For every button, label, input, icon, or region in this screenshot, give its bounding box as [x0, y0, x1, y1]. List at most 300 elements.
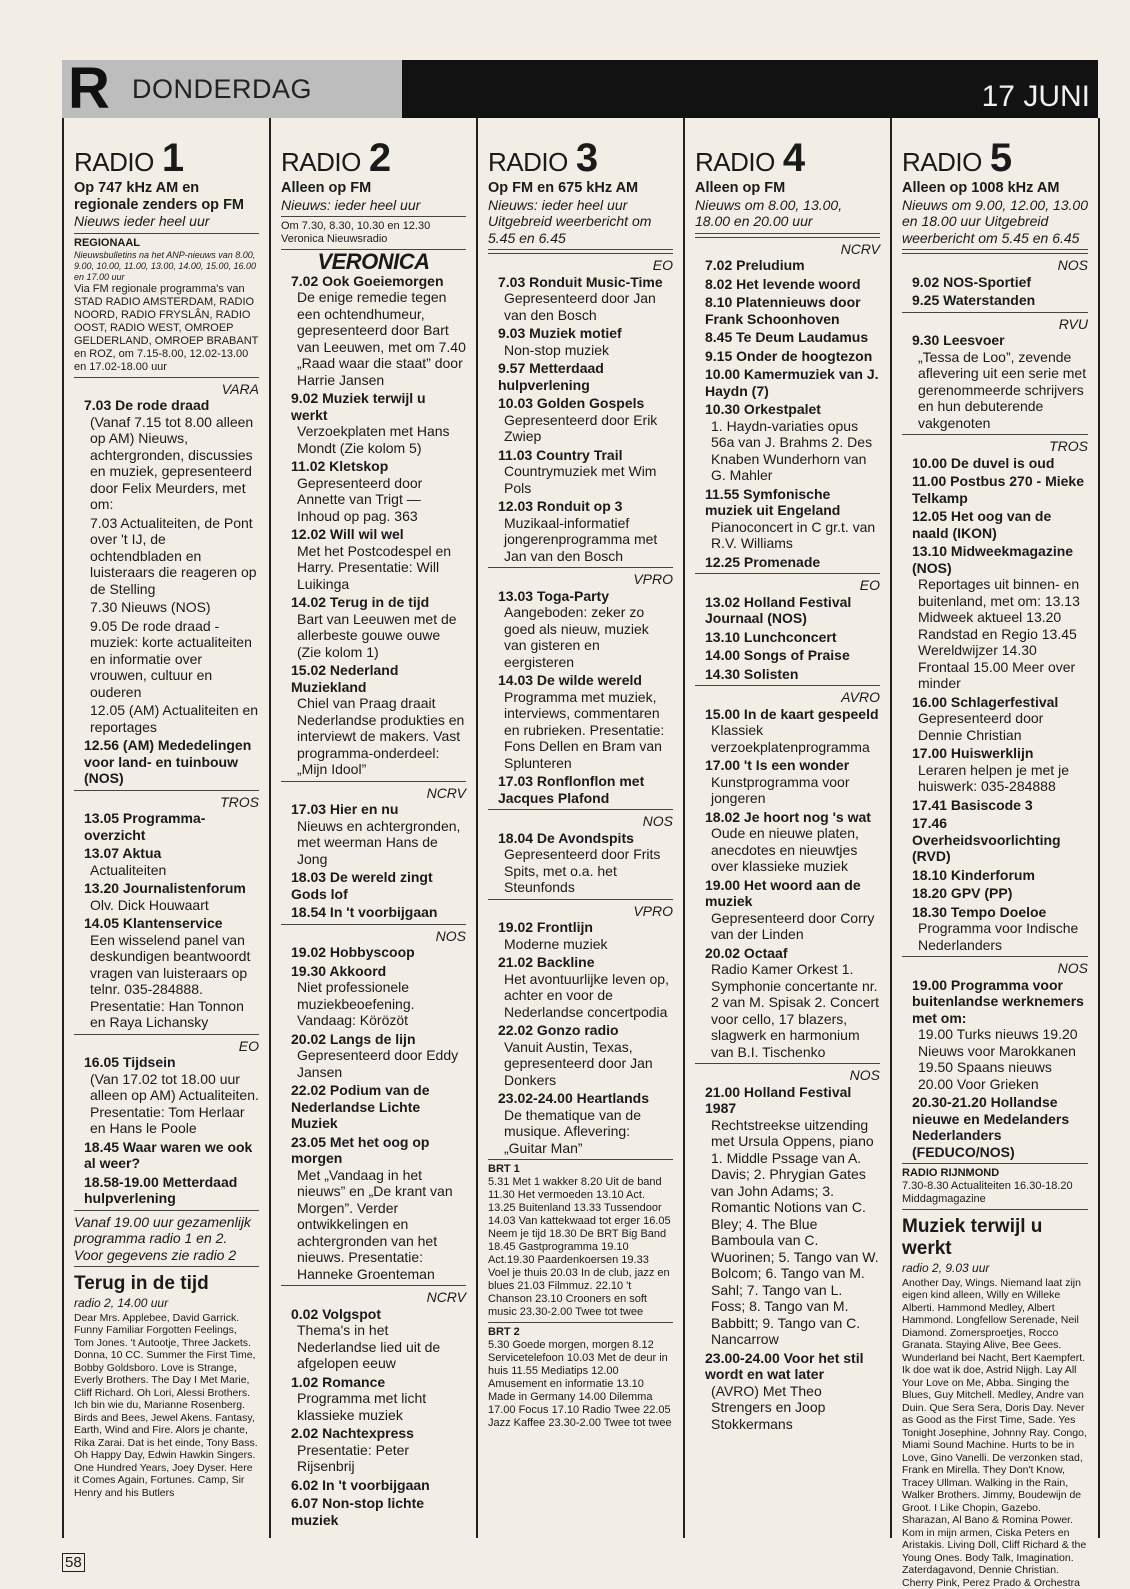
program-title: 6.02 In 't voorbijgaan [281, 1477, 466, 1494]
program-description: Gepresenteerd door Eddy Jansen [281, 1047, 466, 1080]
station-title [695, 136, 880, 180]
regional-times: Nieuwsbulletins na het ANP-nieuws van 8.00, 9.00, 10.00, 11.00, 13.00, 14.00, 15.00, 16.00 en 17.00 uur [74, 250, 259, 283]
divider [74, 790, 259, 791]
program-item [695, 945, 880, 1061]
program-description: (Van 17.02 tot 18.00 uur alleen op AM) Actualiteiten. Presentatie: Tom Herlaar en Hans le Poole [74, 1071, 259, 1137]
column-radio-3 [478, 118, 685, 1538]
program-title: 13.03 Toga-Party [488, 588, 673, 605]
playlist-title: Terug in de tijd [74, 1273, 259, 1295]
veronica-logo: VERONICA [281, 254, 466, 271]
playlist-subtitle: radio 2, 9.03 uur [902, 1260, 1088, 1277]
column-radio-2 [271, 118, 478, 1538]
program-description: Een wisselend panel van deskundigen beantwoordt vragen van luisteraars op telnr. 035-284888. Presentatie: Han Tonnon en Raya Lichansky [74, 932, 259, 1031]
program-title: 19.02 Frontlijn [488, 919, 673, 936]
program-item [902, 543, 1088, 692]
program-description: Gepresenteerd door Jan van den Bosch [488, 290, 673, 323]
divider [488, 249, 673, 250]
station-title [488, 136, 673, 180]
program-item [74, 618, 259, 701]
program-item [74, 845, 259, 878]
program-item [488, 274, 673, 324]
program-item [281, 1306, 466, 1372]
program-description: De thematique van de musique. Aflevering: „Guitar Man” [488, 1107, 673, 1157]
program-item [281, 594, 466, 660]
program-description: Leraren helpen je met je huiswerk: 035-284888 [902, 762, 1088, 795]
program-item [281, 1134, 466, 1283]
program-title: 22.02 Gonzo radio [488, 1022, 673, 1039]
program-title: 13.07 Aktua [74, 845, 259, 862]
program-title: 8.10 Platennieuws door Frank Schoonhoven [695, 294, 880, 327]
program-item [695, 666, 880, 683]
program-title: 23.05 Met het oog op morgen [281, 1134, 466, 1167]
program-title: 18.10 Kinderforum [902, 867, 1088, 884]
program-title: 14.30 Solisten [695, 666, 880, 683]
program-title: 9.30 Leesvoer [902, 332, 1088, 349]
program-item [695, 1350, 880, 1433]
program-title: 18.30 Tempo Doeloe [902, 904, 1088, 921]
program-item [281, 662, 466, 778]
program-item [488, 447, 673, 497]
program-item [488, 954, 673, 1020]
header-left-band [62, 60, 402, 118]
program-title: 12.02 Will wil wel [281, 526, 466, 543]
program-title: 18.54 In 't voorbijgaan [281, 904, 466, 921]
divider [695, 237, 880, 238]
program-item [281, 526, 466, 592]
program-item [74, 599, 259, 616]
program-description: Reportages uit binnen- en buitenland, met om: 13.13 Midweek aktueel 13.20 Randstad en Regio 13.45 Wereldwijzer 14.30 Frontaal 15.00 Meer over minder [902, 576, 1088, 692]
broadcaster-label: RVU [902, 316, 1088, 333]
program-item [488, 919, 673, 952]
program-item [902, 815, 1088, 865]
schedule-grid [62, 118, 1100, 1538]
program-title: 19.30 Akkoord [281, 963, 466, 980]
program-description: Nieuws en achtergronden, met weerman Hans de Jong [281, 818, 466, 868]
program-title: 15.00 In de kaart gespeeld [695, 706, 880, 723]
station-name: RADIO [695, 147, 775, 177]
program-description: Countrymuziek met Wim Pols [488, 463, 673, 496]
program-title: 18.02 Je hoort nog 's wat [695, 809, 880, 826]
program-title: 20.30-21.20 Hollandse nieuwe en Medelanders Nederlanders (FEDUCO/NOS) [902, 1094, 1088, 1160]
divider [488, 809, 673, 810]
program-description: 19.00 Turks nieuws 19.20 Nieuws voor Marokkanen 19.50 Spaans nieuws 20.00 Voor Grieken [902, 1026, 1088, 1092]
divider [695, 573, 880, 574]
broadcaster-label: NOS [488, 813, 673, 830]
program-item [488, 1022, 673, 1088]
page-header [62, 60, 1098, 118]
program-title: 8.02 Het levende woord [695, 276, 880, 293]
guide-page [62, 60, 1098, 1550]
program-item [74, 1139, 259, 1172]
program-item [281, 1477, 466, 1494]
news-schedule: Nieuws om 8.00, 13.00, 18.00 en 20.00 uur [695, 197, 880, 230]
program-item [695, 877, 880, 943]
program-item [902, 885, 1088, 902]
program-description: Thema's in het Nederlandse lied uit de afgelopen eeuw [281, 1322, 466, 1372]
program-description: Vanuit Austin, Texas, gepresenteerd door Jan Donkers [488, 1039, 673, 1089]
brt1-schedule: 5.31 Met 1 wakker 8.20 Uit de band 11.30 Het vermoeden 13.10 Act. 13.25 Buitenland 13.33 Tussendoor 14.03 Van kattekwaad tot erger 16.05 Neem je tijd 18.30 De BRT Big Band 18.45 Gastprogramma 19.10 Act.19.30 Paardenkoersen 19.33 Voel je thuis 20.03 In de club, jazz en blues 21.03 Filmmuz. 22.10 't Chanson 23.10 Crooners en soft music 23.30-2.00 Twee tot twee [488, 1176, 673, 1319]
divider [281, 924, 466, 925]
broadcaster-label: EO [695, 577, 880, 594]
program-description: Klassiek verzoekplatenprogramma [695, 722, 880, 755]
program-item [74, 1174, 259, 1207]
broadcaster-label: NOS [281, 928, 466, 945]
program-item [74, 702, 259, 735]
program-title: 10.30 Orkestpalet [695, 401, 880, 418]
broadcaster-label: VPRO [488, 571, 673, 588]
program-title: 20.02 Langs de lijn [281, 1031, 466, 1048]
news-schedule: Nieuws om 9.00, 12.00, 13.00 en 18.00 uur Uitgebreid weerbericht om 5.45 en 6.45 [902, 197, 1088, 247]
program-title: 13.02 Holland Festival Journaal (NOS) [695, 594, 880, 627]
program-item [695, 401, 880, 484]
program-title: 12.03 Ronduit op 3 [488, 498, 673, 515]
program-title: 19.00 Programma voor buitenlandse werknemers met om: [902, 977, 1088, 1027]
playlist-body: Dear Mrs. Applebee, David Garrick. Funny Familiar Forgotten Feelings, Tom Jones. 't Autootje, Three Jackets. Donna, 10 CC. Summer the First Time, Bobby Goldsboro. Love is Strange, Everly Brothers. The Day I Met Marie, Cliff Richard. Oh Lori, Alessi Brothers. Ich bin wie du, Marianne Rosenberg. Birds and Bees, Jewel Akens. Fantasy, Earth, Wind and Fire. Alors je chante, Rika Zarai. Dat is het einde, Tony Bass. Oh Happy Day, Edwin Hawkin Singers. One Hundred Years, Joey Dyser. Here it Comes Again, Fortunes. Camp, Sir Henry and his Butlers [74, 1312, 259, 1500]
program-title: 19.00 Het woord aan de muziek [695, 877, 880, 910]
program-title: 21.00 Holland Festival 1987 [695, 1084, 880, 1117]
program-description: 9.05 De rode draad - muziek: korte actualiteiten en informatie over vrouwen, cultuur en ouderen [74, 618, 259, 701]
program-description: Programma met muziek, interviews, commentaren en rubrieken. Presentatie: Fons Dellen en Bram van Splunteren [488, 689, 673, 772]
station-name: RADIO [74, 147, 154, 177]
program-title: 19.02 Hobbyscoop [281, 944, 466, 961]
program-item [695, 757, 880, 807]
program-description: Radio Kamer Orkest 1. Symphonie concertante nr. 2 van M. Spisak 2. Concert voor cello, 17 blazers, slagwerk en harmonium van B.I. Tischenko [695, 961, 880, 1060]
program-item [74, 880, 259, 913]
program-title: 18.20 GPV (PP) [902, 885, 1088, 902]
broadcaster-label: EO [488, 257, 673, 274]
extra-info: Om 7.30, 8.30, 10.30 en 12.30 Veronica Nieuwsradio [281, 220, 466, 246]
station-number: 1 [162, 136, 184, 180]
program-title: 13.05 Programma-overzicht [74, 810, 259, 843]
program-item [695, 257, 880, 274]
program-description: Niet professionele muziekbeoefening. Vandaag: Körözöt [281, 979, 466, 1029]
page-number: 58 [62, 1553, 85, 1572]
program-description: Pianoconcert in C gr.t. van R.V. Williams [695, 519, 880, 552]
divider [902, 1163, 1088, 1164]
station-number: 2 [369, 136, 391, 180]
station-number: 3 [576, 136, 598, 180]
rijnmond-title: RADIO RIJNMOND [902, 1167, 1088, 1180]
broadcaster-label: NCRV [281, 1289, 466, 1306]
program-item [281, 904, 466, 921]
program-item [281, 458, 466, 524]
program-item [695, 294, 880, 327]
brt2-title: BRT 2 [488, 1326, 673, 1339]
program-title: 6.07 Non-stop lichte muziek [281, 1495, 466, 1528]
playlist-body: Another Day, Wings. Niemand laat zijn eigen kind alleen, Willy en Willeke Alberti. Hammond Medley, Albert Hammond. Longfellow Serenade, Neil Diamond. Zomersproetjes, Rocco Granata. Staying Alive, Bee Gees. Wunderland bei Nacht, Bert Kaempfert. Ik doe wat ik doe, Astrid Nijgh. Lay All Your Love on Me, Abba. Singing the Blues, Guy Mitchell. Medley, Andre van Duin. Que Sera Sera, Doris Day. Never as Good as the First Time, Sade. Yes Tonight Josephine, Johnny Ray. Congo, Miami Sound Machine. Hurts to be in Love, Gino Vanelli. De verzonken stad, Frank en Mirella. They Don't Know, Tracey Ullman. Walking in the Rain, Walker Brothers. Jimmy, Boudewijn de Groot. I Like Chopin, Gazebo. Sharazan, Al Bano & Romina Power. Kom in mijn armen, Ciska Peters en Aristakis. Living Doll, Cliff Richard & the Young Ones. Body Talk, Imagination. Zaterdagavond, Dennie Christian. Cherry Pink, Perez Prado & Orchestra [902, 1277, 1088, 1589]
program-description: Gepresenteerd door Erik Zwiep [488, 412, 673, 445]
program-title: 9.02 NOS-Sportief [902, 274, 1088, 291]
divider [902, 1209, 1088, 1210]
program-item [902, 292, 1088, 309]
divider [902, 956, 1088, 957]
program-item [902, 455, 1088, 472]
program-description: (AVRO) Met Theo Strengers en Joop Stokkermans [695, 1383, 880, 1433]
closing-note: Vanaf 19.00 uur gezamenlijk programma radio 1 en 2. Voor gegevens zie radio 2 [74, 1214, 259, 1264]
program-title: 18.04 De Avondspits [488, 830, 673, 847]
broadcaster-label: VARA [74, 381, 259, 398]
divider [488, 1159, 673, 1160]
divider [281, 1285, 466, 1286]
program-title: 14.03 De wilde wereld [488, 672, 673, 689]
program-item [74, 915, 259, 1031]
program-item [281, 801, 466, 867]
program-title: 14.00 Songs of Praise [695, 647, 880, 664]
station-frequency: Alleen op FM [695, 180, 880, 197]
program-title: 11.00 Postbus 270 - Mieke Telkamp [902, 473, 1088, 506]
rijnmond-schedule: 7.30-8.30 Actualiteiten 16.30-18.20 Middagmagazine [902, 1180, 1088, 1206]
broadcaster-label: EO [74, 1038, 259, 1055]
program-description: Presentatie: Peter Rijsenbrij [281, 1442, 466, 1475]
divider [695, 685, 880, 686]
program-title: 13.10 Midweekmagazine (NOS) [902, 543, 1088, 576]
divider [902, 253, 1088, 254]
program-item [902, 694, 1088, 744]
program-title: 10.00 De duvel is oud [902, 455, 1088, 472]
program-item [902, 1094, 1088, 1160]
program-title: 12.05 Het oog van de naald (IKON) [902, 508, 1088, 541]
broadcaster-label: AVRO [695, 689, 880, 706]
program-title: 9.15 Onder de hoogtezon [695, 348, 880, 365]
program-description: (Vanaf 7.15 tot 8.00 alleen op AM) Nieuws, achtergronden, discussies en muziek, gepresenteerd door Felix Meurders, met om: [74, 414, 259, 513]
program-description: Het avontuurlijke leven op, achter en voor de Nederlandse concertpodia [488, 971, 673, 1021]
program-description: Olv. Dick Houwaart [74, 897, 259, 914]
station-number: 5 [990, 136, 1012, 180]
column-radio-1 [64, 118, 271, 1538]
program-item [902, 977, 1088, 1093]
news-schedule: Nieuws ieder heel uur [74, 213, 259, 230]
program-item [695, 348, 880, 365]
brt2-schedule: 5.30 Goede morgen, morgen 8.12 Servicetelefoon 10.03 Met de deur in huis 11.55 Mediatips 12.00 Amusement en informatie 13.10 Made in Germany 14.00 Dilemma 17.00 Focus 17.10 Radio Twee 22.05 Jazz Kaffee 23.30-2.00 Twee tot twee [488, 1339, 673, 1430]
program-title: 16.00 Schlagerfestival [902, 694, 1088, 711]
program-title: 10.00 Kamermuziek van J. Haydn (7) [695, 366, 880, 399]
program-description: Actualiteiten [74, 862, 259, 879]
program-title: 11.55 Symfonische muziek uit Engeland [695, 486, 880, 519]
program-description: Chiel van Praag draait Nederlandse produkties en interviewt de makers. Vast programma-onderdeel: „Mijn Idool” [281, 695, 466, 778]
station-frequency: Alleen op 1008 kHz AM [902, 180, 1088, 197]
program-title: 12.25 Promenade [695, 554, 880, 571]
program-description: Aangeboden: zeker zo goed als nieuw, muziek van gisteren en eergisteren [488, 604, 673, 670]
program-item [74, 810, 259, 843]
program-item [695, 647, 880, 664]
divider [902, 434, 1088, 435]
column-radio-5 [892, 118, 1100, 1538]
station-number: 4 [783, 136, 805, 180]
program-item [281, 273, 466, 389]
program-item [74, 397, 259, 513]
program-title: 7.02 Ook Goeiemorgen [281, 273, 466, 290]
program-description: Gepresenteerd door Frits Spits, met o.a. het Steunfonds [488, 846, 673, 896]
program-description: 1. Haydn-variaties opus 56a van J. Brahms 2. Des Knaben Wunderhorn van G. Mahler [695, 418, 880, 484]
program-item [488, 325, 673, 358]
station-title [281, 136, 466, 180]
station-frequency: Op FM en 675 kHz AM [488, 180, 673, 197]
program-title: 11.02 Kletskop [281, 458, 466, 475]
divider [281, 781, 466, 782]
program-title: 0.02 Volgspot [281, 1306, 466, 1323]
program-title: 17.03 Hier en nu [281, 801, 466, 818]
program-item [695, 486, 880, 552]
program-title: 14.05 Klantenservice [74, 915, 259, 932]
program-item [902, 867, 1088, 884]
program-title: 17.46 Overheidsvoorlichting (RVD) [902, 815, 1088, 865]
program-item [695, 809, 880, 875]
program-description: De enige remedie tegen een ochtendhumeur, gepresenteerd door Bart van Leeuwen, met om 7.40 „Raad waar die staat” door Harrie Jansen [281, 289, 466, 388]
broadcaster-label: TROS [902, 438, 1088, 455]
station-name: RADIO [281, 147, 361, 177]
program-description: Oude en nieuwe platen, anecdotes en nieuwtjes over klassieke muziek [695, 825, 880, 875]
program-title: 1.02 Romance [281, 1374, 466, 1391]
program-item [488, 360, 673, 393]
program-title: 18.45 Waar waren we ook al weer? [74, 1139, 259, 1172]
program-description: Kunstprogramma voor jongeren [695, 774, 880, 807]
program-item [281, 963, 466, 1029]
program-item [902, 745, 1088, 795]
program-item [74, 1054, 259, 1137]
news-schedule: Nieuws: ieder heel uur Uitgebreid weerbericht om 5.45 en 6.45 [488, 197, 673, 247]
program-title: 9.57 Metterdaad hulpverlening [488, 360, 673, 393]
program-item [488, 498, 673, 564]
program-title: 12.56 (AM) Mededelingen voor land- en tuinbouw (NOS) [74, 737, 259, 787]
divider [281, 216, 466, 217]
divider [74, 233, 259, 234]
divider [74, 1210, 259, 1211]
program-description: 12.05 (AM) Actualiteiten en reportages [74, 702, 259, 735]
program-title: 23.00-24.00 Voor het stil wordt en wat later [695, 1350, 880, 1383]
program-title: 13.20 Journalistenforum [74, 880, 259, 897]
broadcaster-label: NOS [902, 257, 1088, 274]
broadcaster-label: NOS [902, 960, 1088, 977]
program-description: Gepresenteerd door Annette van Trigt — Inhoud op pag. 363 [281, 475, 466, 525]
regional-text: Via FM regionale programma's van STAD RADIO AMSTERDAM, RADIO NOORD, RADIO FRYSLÂN, RADIO OOST, RADIO WEST, OMROEP GELDERLAND, OMROEP BRABANT en ROZ, om 7.15-8.00, 12.02-13.00 en 17.02-18.00 uur [74, 283, 259, 374]
program-item [281, 1374, 466, 1424]
divider [74, 1034, 259, 1035]
divider [902, 249, 1088, 250]
station-name: RADIO [902, 147, 982, 177]
program-item [695, 366, 880, 399]
header-right-band [402, 60, 1098, 118]
header-letter: R [68, 60, 110, 118]
program-item [281, 1425, 466, 1475]
program-item [281, 1082, 466, 1132]
program-title: 21.02 Backline [488, 954, 673, 971]
program-description: Gepresenteerd door Dennie Christian [902, 710, 1088, 743]
program-title: 17.00 't Is een wonder [695, 757, 880, 774]
program-item [902, 274, 1088, 291]
program-item [488, 588, 673, 671]
broadcaster-label: NOS [695, 1067, 880, 1084]
divider [488, 567, 673, 568]
program-description: Bart van Leeuwen met de allerbeste gouwe ouwe (Zie kolom 1) [281, 611, 466, 661]
divider [488, 253, 673, 254]
program-title: 10.03 Golden Gospels [488, 395, 673, 412]
program-item [281, 1031, 466, 1081]
program-title: 16.05 Tijdsein [74, 1054, 259, 1071]
program-title: 9.03 Muziek motief [488, 325, 673, 342]
program-item [695, 594, 880, 627]
program-title: 7.02 Preludium [695, 257, 880, 274]
program-item [488, 830, 673, 896]
divider [488, 1322, 673, 1323]
program-title: 7.03 Ronduit Music-Time [488, 274, 673, 291]
program-item [902, 904, 1088, 954]
program-title: 15.02 Nederland Muziekland [281, 662, 466, 695]
program-item [902, 332, 1088, 431]
program-description: Programma voor Indische Nederlanders [902, 920, 1088, 953]
program-title: 17.00 Huiswerklijn [902, 745, 1088, 762]
program-title: 8.45 Te Deum Laudamus [695, 329, 880, 346]
program-item [488, 395, 673, 445]
program-title: 14.02 Terug in de tijd [281, 594, 466, 611]
program-description: 7.30 Nieuws (NOS) [74, 599, 259, 616]
header-date: 17 JUNI [982, 80, 1090, 114]
program-title: 20.02 Octaaf [695, 945, 880, 962]
program-description: Non-stop muziek [488, 342, 673, 359]
program-item [74, 515, 259, 598]
program-item [488, 1090, 673, 1156]
program-title: 13.10 Lunchconcert [695, 629, 880, 646]
column-radio-4 [685, 118, 892, 1538]
program-title: 17.41 Basiscode 3 [902, 797, 1088, 814]
divider [695, 1063, 880, 1064]
program-item [281, 390, 466, 456]
station-frequency: Op 747 kHz AM en regionale zenders op FM [74, 180, 259, 213]
divider [74, 1266, 259, 1267]
program-description: Verzoekplaten met Hans Mondt (Zie kolom 5) [281, 423, 466, 456]
regional-title: REGIONAAL [74, 237, 259, 250]
program-item [695, 629, 880, 646]
program-title: 11.03 Country Trail [488, 447, 673, 464]
program-title: 23.02-24.00 Heartlands [488, 1090, 673, 1107]
program-item [902, 473, 1088, 506]
broadcaster-label: TROS [74, 794, 259, 811]
divider [902, 312, 1088, 313]
program-item [695, 1084, 880, 1348]
program-item [902, 797, 1088, 814]
program-title: 9.25 Waterstanden [902, 292, 1088, 309]
program-description: Moderne muziek [488, 936, 673, 953]
playlist-subtitle: radio 2, 14.00 uur [74, 1295, 259, 1312]
program-item [902, 508, 1088, 541]
header-day: DONDERDAG [132, 74, 312, 105]
program-item [281, 944, 466, 961]
program-title: 2.02 Nachtexpress [281, 1425, 466, 1442]
program-item [695, 554, 880, 571]
program-description: Muzikaal-informatief jongerenprogramma met Jan van den Bosch [488, 515, 673, 565]
program-item [695, 276, 880, 293]
station-name: RADIO [488, 147, 568, 177]
program-item [695, 706, 880, 756]
station-frequency: Alleen op FM [281, 180, 466, 197]
program-title: 18.03 De wereld zingt Gods lof [281, 869, 466, 902]
program-item [488, 773, 673, 806]
station-title [902, 136, 1088, 180]
broadcaster-label: VPRO [488, 903, 673, 920]
program-description: Gepresenteerd door Corry van der Linden [695, 910, 880, 943]
divider [695, 233, 880, 234]
program-item [74, 737, 259, 787]
program-description: Met het Postcodespel en Harry. Presentatie: Will Luikinga [281, 543, 466, 593]
news-schedule: Nieuws: ieder heel uur [281, 197, 466, 214]
program-title: 17.03 Ronflonflon met Jacques Plafond [488, 773, 673, 806]
program-title: 18.58-19.00 Metterdaad hulpverlening [74, 1174, 259, 1207]
station-title [74, 136, 259, 180]
program-title: 7.03 De rode draad [74, 397, 259, 414]
program-description: Programma met licht klassieke muziek [281, 1390, 466, 1423]
program-description: Met „Vandaag in het nieuws” en „De krant van Morgen”. Verder ontwikkelingen en achtergronden van het nieuws. Presentatie: Hanneke Groenteman [281, 1167, 466, 1283]
brt1-title: BRT 1 [488, 1163, 673, 1176]
program-item [695, 329, 880, 346]
